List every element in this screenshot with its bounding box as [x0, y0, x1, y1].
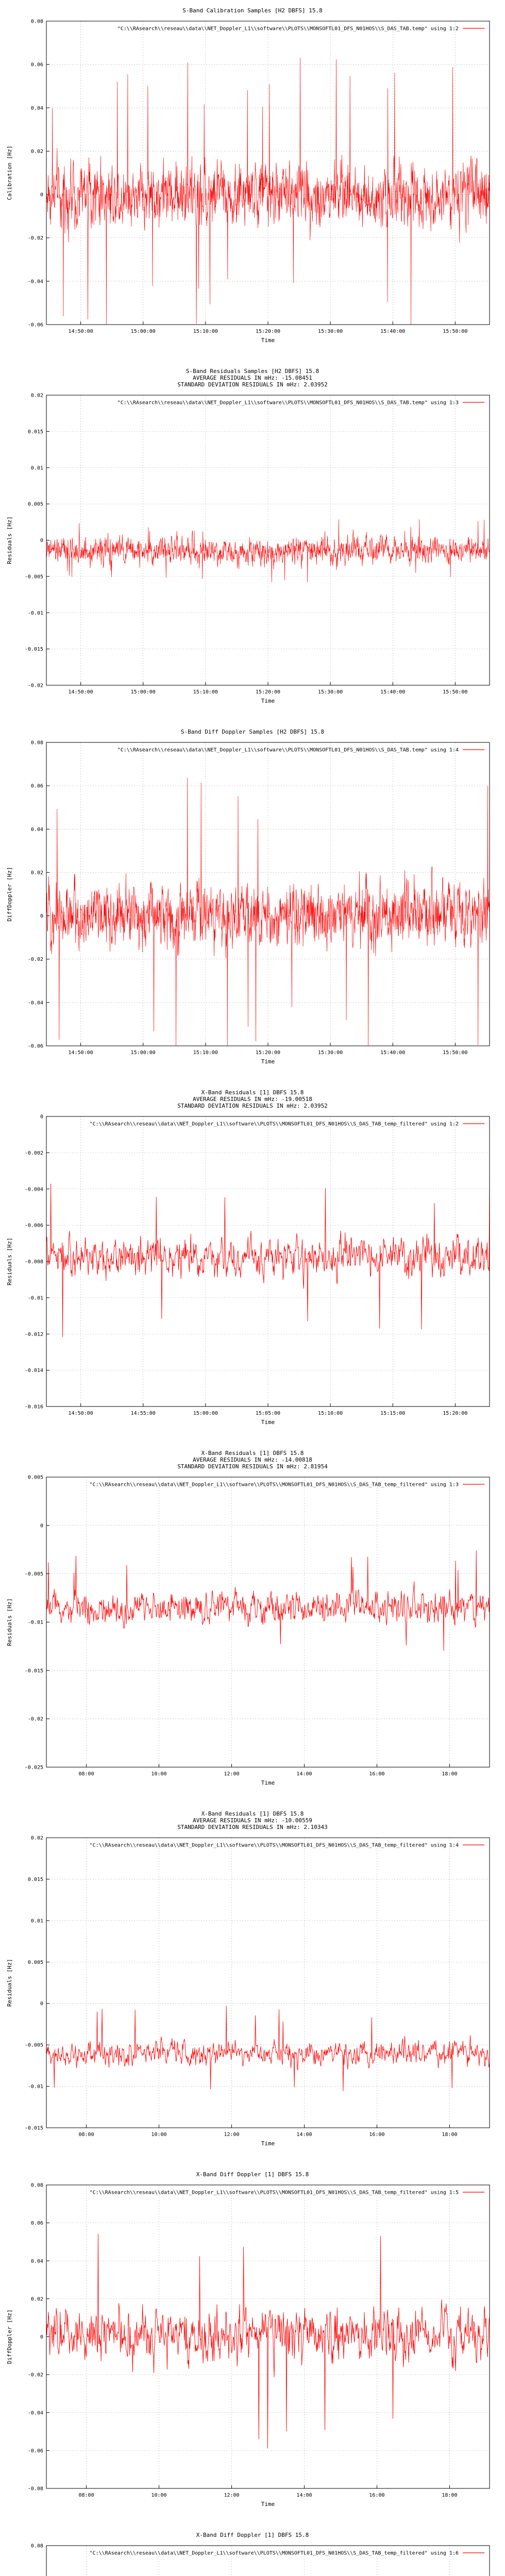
chart-title-line: S-Band Calibration Samples [H2 DBFS] 15.8 [182, 7, 323, 14]
y-axis-label: Residuals [Hz] [6, 1238, 13, 1285]
x-tick-label: 15:00:00 [130, 1050, 156, 1056]
x-tick-label: 14:50:00 [68, 329, 93, 334]
y-tick-label: -0.006 [24, 1223, 43, 1229]
x-tick-label: 15:50:00 [443, 329, 468, 334]
chart-title-line: X-Band Residuals [1] DBFS 15.8 [201, 1450, 304, 1456]
legend-label: "C:\\RAsearch\\reseau\\data\\NET_Doppler_L1\\software\\PLOTS\\MONSOFTL01_DFS_N01HOS\\S_DAS_TAB.temp" using 1:2 [117, 26, 459, 32]
y-tick-label: -0.06 [27, 2448, 43, 2454]
chart-panel-5 [0, 1443, 505, 1803]
x-tick-label: 15:00:00 [193, 1411, 218, 1416]
y-tick-label: 0.015 [27, 429, 43, 435]
x-tick-label: 15:05:00 [255, 1411, 281, 1416]
x-tick-label: 14:00 [296, 1771, 312, 1777]
y-tick-label: -0.025 [24, 1765, 43, 1771]
y-tick-label: -0.01 [27, 2084, 43, 2090]
series-line [46, 2006, 490, 2091]
chart-title-line: X-Band Residuals [1] DBFS 15.8 [201, 1089, 304, 1096]
chart-panel-6 [0, 1803, 505, 2164]
x-axis-label: Time [261, 1058, 275, 1065]
chart-title-line: AVERAGE RESIDUALS IN mHz: -19.00518 [193, 1096, 312, 1103]
x-tick-label: 16:00 [369, 2132, 385, 2138]
y-tick-label: -0.002 [24, 1150, 43, 1156]
y-axis-label: DiffDoppler [Hz] [6, 867, 13, 922]
y-tick-label: 0.08 [30, 2543, 43, 2549]
legend-label: "C:\\RAsearch\\reseau\\data\\NET_Doppler_L1\\software\\PLOTS\\MONSOFTL01_DFS_N01HOS\\S_DAS_TAB_temp_filtered" using 1:5 [89, 2190, 459, 2196]
x-tick-label: 15:10:00 [318, 1411, 343, 1416]
y-tick-label: 0.04 [30, 2258, 43, 2264]
x-tick-label: 16:00 [369, 1771, 385, 1777]
x-axis-label: Time [261, 2501, 275, 2507]
legend-label: "C:\\RAsearch\\reseau\\data\\NET_Doppler_L1\\software\\PLOTS\\MONSOFTL01_DFS_N01HOS\\S_DAS_TAB_temp_filtered" using 1:2 [89, 1121, 459, 1127]
y-tick-label: -0.04 [27, 2410, 43, 2416]
x-axis-label: Time [261, 1419, 275, 1426]
y-tick-label: -0.015 [24, 2125, 43, 2131]
y-tick-label: 0.02 [30, 148, 43, 155]
x-tick-label: 08:00 [78, 2493, 94, 2498]
y-tick-label: -0.005 [24, 2042, 43, 2048]
y-tick-label: -0.02 [27, 235, 43, 242]
x-tick-label: 15:40:00 [380, 1050, 406, 1056]
y-axis-label: Residuals [Hz] [6, 1959, 13, 2007]
x-tick-label: 14:50:00 [68, 1411, 93, 1416]
y-tick-label: 0.04 [30, 105, 43, 111]
chart-svg-7 [0, 2164, 505, 2524]
legend-label: "C:\\RAsearch\\reseau\\data\\NET_Doppler_L1\\software\\PLOTS\\MONSOFTL01_DFS_N01HOS\\S_DAS_TAB.temp" using 1:3 [117, 400, 459, 406]
chart-svg-3 [0, 721, 505, 1082]
x-tick-label: 18:00 [442, 2493, 458, 2498]
y-tick-label: -0.02 [27, 2372, 43, 2378]
y-axis-label: Residuals [Hz] [6, 516, 13, 564]
x-tick-label: 15:15:00 [380, 1411, 406, 1416]
y-tick-label: 0.015 [27, 1876, 43, 1883]
y-tick-label: -0.005 [24, 1571, 43, 1578]
y-tick-label: 0.005 [27, 501, 43, 507]
y-tick-label: 0.08 [30, 19, 43, 25]
chart-svg-6 [0, 1803, 505, 2164]
y-tick-label: -0.014 [24, 1368, 43, 1374]
y-tick-label: -0.08 [27, 2486, 43, 2492]
y-tick-label: 0.01 [30, 1918, 43, 1924]
y-tick-label: 0.02 [30, 1835, 43, 1841]
legend-label: "C:\\RAsearch\\reseau\\data\\NET_Doppler_L1\\software\\PLOTS\\MONSOFTL01_DFS_N01HOS\\S_DAS_TAB_temp_filtered" using 1:4 [89, 1842, 459, 1849]
x-tick-label: 14:00 [296, 2132, 312, 2138]
y-tick-label: -0.02 [27, 1716, 43, 1722]
x-tick-label: 14:50:00 [68, 1050, 93, 1056]
chart-svg-2 [0, 361, 505, 721]
x-tick-label: 16:00 [369, 2493, 385, 2498]
y-tick-label: 0 [40, 2001, 43, 2007]
x-tick-label: 18:00 [442, 1771, 458, 1777]
y-tick-label: 0.06 [30, 2221, 43, 2227]
chart-title-line: X-Band Diff Doppler [1] DBFS 15.8 [196, 2532, 309, 2538]
plot-frame [46, 1838, 490, 2128]
y-axis-label: DiffDoppler [Hz] [6, 2309, 13, 2364]
y-axis-label: Residuals [Hz] [6, 1598, 13, 1646]
x-tick-label: 18:00 [442, 2132, 458, 2138]
y-tick-label: 0.08 [30, 740, 43, 746]
x-tick-label: 15:00:00 [130, 689, 156, 695]
chart-panel-2 [0, 361, 505, 721]
y-tick-label: 0.04 [30, 826, 43, 833]
chart-title-line: AVERAGE RESIDUALS IN mHz: -15.08451 [193, 375, 312, 381]
x-tick-label: 08:00 [78, 1771, 94, 1777]
y-tick-label: -0.06 [27, 322, 43, 328]
y-tick-label: 0.005 [27, 1475, 43, 1481]
y-tick-label: -0.01 [27, 1295, 43, 1301]
chart-svg-8 [0, 2524, 505, 2576]
chart-title-line: STANDARD DEVIATION RESIDUALS IN mHz: 2.81954 [177, 1463, 328, 1470]
chart-title-line: STANDARD DEVIATION RESIDUALS IN mHz: 2.03952 [177, 1103, 328, 1109]
y-tick-label: -0.02 [27, 683, 43, 689]
chart-panel-8 [0, 2524, 505, 2576]
x-axis-label: Time [261, 698, 275, 704]
chart-title-line: X-Band Residuals [1] DBFS 15.8 [201, 1810, 304, 1817]
x-tick-label: 15:20:00 [255, 329, 281, 334]
x-tick-label: 15:20:00 [255, 689, 281, 695]
y-tick-label: -0.015 [24, 1668, 43, 1674]
x-tick-label: 15:20:00 [255, 1050, 281, 1056]
x-tick-label: 15:30:00 [318, 329, 343, 334]
y-tick-label: -0.008 [24, 1259, 43, 1265]
y-tick-label: 0 [40, 913, 43, 920]
y-tick-label: -0.04 [27, 1000, 43, 1006]
chart-title-line: AVERAGE RESIDUALS IN mHz: -10.00559 [193, 1817, 312, 1824]
x-tick-label: 15:00:00 [130, 329, 156, 334]
y-tick-label: -0.005 [24, 574, 43, 580]
x-axis-label: Time [261, 1780, 275, 1786]
y-tick-label: -0.01 [27, 610, 43, 616]
x-tick-label: 12:00 [224, 2493, 240, 2498]
x-tick-label: 15:10:00 [193, 329, 218, 334]
chart-title-line: STANDARD DEVIATION RESIDUALS IN mHz: 2.10343 [177, 1824, 328, 1831]
legend-label: "C:\\RAsearch\\reseau\\data\\NET_Doppler_L1\\software\\PLOTS\\MONSOFTL01_DFS_N01HOS\\S_DAS_TAB_temp_filtered" using 1:3 [89, 1482, 459, 1488]
x-tick-label: 15:30:00 [318, 1050, 343, 1056]
legend-label: "C:\\RAsearch\\reseau\\data\\NET_Doppler_L1\\software\\PLOTS\\MONSOFTL01_DFS_N01HOS\\S_DAS_TAB.temp" using 1:4 [117, 747, 459, 753]
chart-title-line: AVERAGE RESIDUALS IN mHz: -14.00818 [193, 1456, 312, 1463]
x-tick-label: 15:40:00 [380, 329, 406, 334]
y-tick-label: 0.06 [30, 62, 43, 68]
x-tick-label: 14:55:00 [130, 1411, 156, 1416]
series-line [46, 1551, 490, 1651]
x-axis-label: Time [261, 337, 275, 344]
x-tick-label: 10:00 [151, 2493, 167, 2498]
chart-panel-3 [0, 721, 505, 1082]
y-tick-label: -0.016 [24, 1404, 43, 1410]
y-tick-label: 0 [40, 538, 43, 544]
x-tick-label: 12:00 [224, 2132, 240, 2138]
chart-svg-5 [0, 1443, 505, 1803]
chart-panel-1 [0, 0, 505, 361]
x-tick-label: 10:00 [151, 2132, 167, 2138]
y-axis-label: Calibration [Hz] [6, 145, 13, 200]
y-tick-label: -0.06 [27, 1043, 43, 1049]
y-tick-label: -0.012 [24, 1331, 43, 1337]
y-tick-label: 0.02 [30, 2296, 43, 2302]
y-tick-label: 0.01 [30, 465, 43, 471]
x-tick-label: 15:20:00 [443, 1411, 468, 1416]
x-tick-label: 12:00 [224, 1771, 240, 1777]
x-tick-label: 15:50:00 [443, 689, 468, 695]
x-tick-label: 15:50:00 [443, 1050, 468, 1056]
x-axis-label: Time [261, 2140, 275, 2147]
legend-label: "C:\\RAsearch\\reseau\\data\\NET_Doppler_L1\\software\\PLOTS\\MONSOFTL01_DFS_N01HOS\\S_DAS_TAB_temp_filtered" using 1:6 [89, 2550, 459, 2556]
y-tick-label: 0 [40, 2334, 43, 2340]
x-tick-label: 15:30:00 [318, 689, 343, 695]
y-tick-label: 0.02 [30, 870, 43, 876]
y-tick-label: 0 [40, 1523, 43, 1529]
chart-title-line: S-Band Residuals Samples [H2 DBFS] 15.8 [186, 368, 319, 375]
chart-panel-7 [0, 2164, 505, 2524]
y-tick-label: 0 [40, 1114, 43, 1120]
y-tick-label: 0.005 [27, 1959, 43, 1965]
chart-title-line: STANDARD DEVIATION RESIDUALS IN mHz: 2.03952 [177, 381, 328, 388]
y-tick-label: -0.01 [27, 1620, 43, 1625]
y-tick-label: -0.015 [24, 647, 43, 653]
y-tick-label: -0.04 [27, 279, 43, 285]
y-tick-label: 0.06 [30, 783, 43, 789]
x-tick-label: 15:10:00 [193, 689, 218, 695]
x-tick-label: 14:00 [296, 2493, 312, 2498]
x-tick-label: 08:00 [78, 2132, 94, 2138]
y-tick-label: 0.08 [30, 2182, 43, 2189]
y-tick-label: 0 [40, 192, 43, 198]
chart-svg-4 [0, 1082, 505, 1443]
y-tick-label: 0.02 [30, 393, 43, 399]
series-line [46, 2234, 490, 2449]
chart-title-line: X-Band Diff Doppler [1] DBFS 15.8 [196, 2171, 309, 2178]
chart-svg-1 [0, 0, 505, 361]
chart-panel-4 [0, 1082, 505, 1443]
y-tick-label: -0.02 [27, 957, 43, 963]
x-tick-label: 15:40:00 [380, 689, 406, 695]
x-tick-label: 15:10:00 [193, 1050, 218, 1056]
y-tick-label: -0.004 [24, 1187, 43, 1193]
x-tick-label: 14:50:00 [68, 689, 93, 695]
chart-title-line: S-Band Diff Doppler Samples [H2 DBFS] 15.8 [180, 728, 325, 735]
x-tick-label: 10:00 [151, 1771, 167, 1777]
